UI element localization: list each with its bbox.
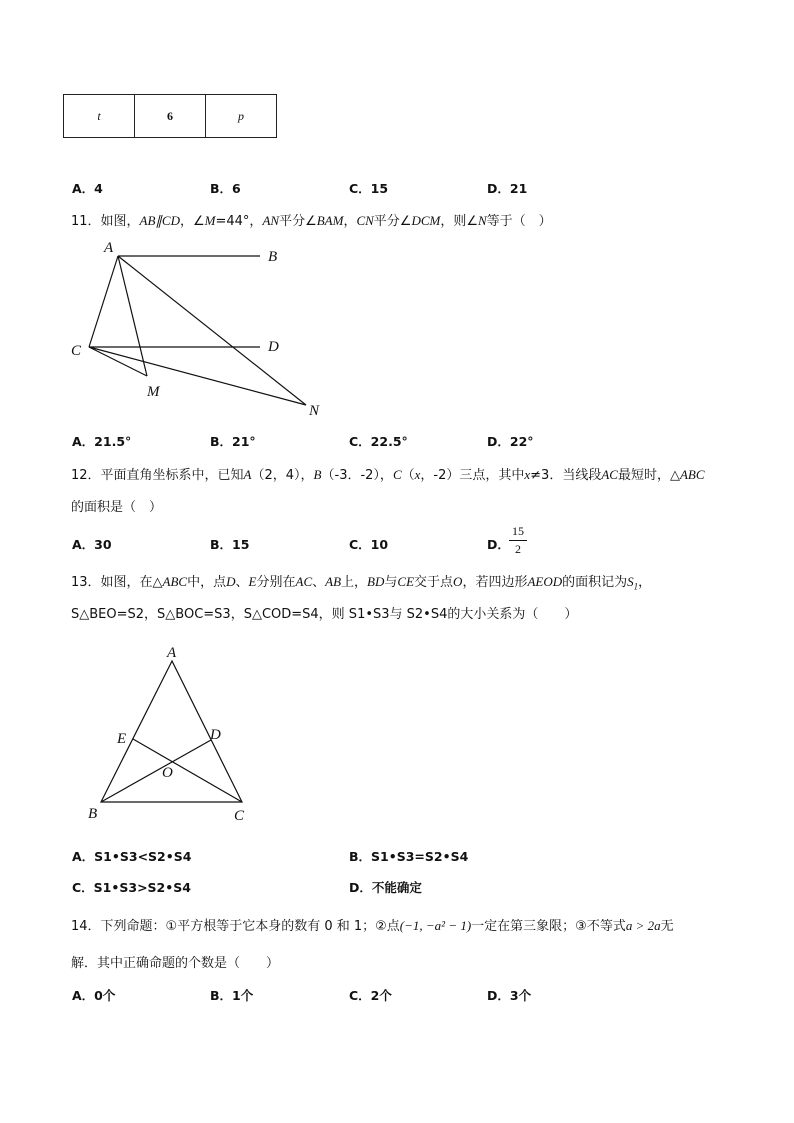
text: （ <box>401 468 415 483</box>
text: 13．如图，在△ <box>71 575 163 590</box>
text: ，若四边形 <box>462 575 528 590</box>
text: 交于点 <box>414 575 454 590</box>
text: 14．下列命题：①平方根等于它本身的数有 0 和 1；②点 <box>71 919 400 934</box>
math: AB∥CD <box>139 213 180 228</box>
text: 与 <box>384 575 398 590</box>
label-a: A <box>167 645 177 661</box>
math: AB <box>325 574 342 589</box>
math: C <box>392 467 402 482</box>
text: 一定在第三象限；③不等式 <box>471 919 626 934</box>
math: DCM <box>411 213 441 228</box>
label-n: N <box>309 403 320 419</box>
text: 无 <box>660 919 674 934</box>
text: 最短时，△ <box>617 468 680 483</box>
text: （2，4）， <box>251 468 314 483</box>
text: =44°， <box>215 214 263 229</box>
math: x <box>414 467 421 482</box>
math: a > 2a <box>625 918 661 933</box>
q12-stem-line1 <box>71 464 705 483</box>
math: O <box>453 574 463 589</box>
q10-option-c[interactable]: C．15 <box>349 181 389 196</box>
q13-option-a[interactable]: A．S1•S3<S2•S4 <box>72 849 192 864</box>
math: CN <box>356 213 374 228</box>
q14-option-d[interactable]: D．3个 <box>487 988 532 1003</box>
segment-bd <box>101 740 211 802</box>
q14-option-c[interactable]: C．2个 <box>349 988 392 1003</box>
text: 分别在 <box>256 575 296 590</box>
segment-ce <box>133 739 242 802</box>
text: 、 <box>312 575 326 590</box>
text: 平分∠ <box>373 214 412 229</box>
text: 的面积记为 <box>562 575 628 590</box>
q12-option-a[interactable]: A．30 <box>72 537 112 552</box>
text: ，则∠ <box>440 214 478 229</box>
fraction-bar <box>509 540 527 541</box>
q14-stem-line2: 解．其中正确命题的个数是（ ） <box>71 956 280 971</box>
label-c: C <box>71 343 82 359</box>
math: (−1, −a² − 1) <box>399 918 472 933</box>
q11-stem <box>71 210 552 229</box>
q13-stem-line2: S△BEO=S2，S△BOC=S3，S△COD=S4，则 S1•S3与 S2•S4的大小关系为（ ） <box>71 607 578 622</box>
table-cell: t <box>64 95 135 138</box>
label-d: D <box>268 339 279 355</box>
q10-option-d[interactable]: D．21 <box>487 181 528 196</box>
math: AEOD <box>527 574 563 589</box>
q12-option-b[interactable]: B．15 <box>210 537 250 552</box>
math: AC <box>601 467 618 482</box>
math: AC <box>295 574 313 589</box>
math: ABC <box>679 467 705 482</box>
q13-option-b[interactable]: B．S1•S3=S2•S4 <box>349 849 469 864</box>
q11-figure <box>60 235 340 425</box>
q13-stem-line1 <box>71 571 651 592</box>
q12-option-d-fraction <box>509 524 527 557</box>
q11-option-a[interactable]: A．21.5° <box>72 434 132 449</box>
segment-ac <box>89 256 118 347</box>
text: 中，点 <box>187 575 227 590</box>
math: A <box>243 467 252 482</box>
text: ，∠ <box>180 214 205 229</box>
q11-option-c[interactable]: C．22.5° <box>349 434 408 449</box>
fraction-numerator: 15 <box>512 524 524 538</box>
q13-figure <box>80 640 260 830</box>
segment-cm <box>89 347 147 376</box>
q14-option-a[interactable]: A．0个 <box>72 988 116 1003</box>
segment-am <box>118 256 147 376</box>
text: 平分∠ <box>279 214 317 229</box>
label-m: M <box>147 384 160 400</box>
math: CE <box>397 574 415 589</box>
math: x <box>524 467 531 482</box>
q14-stem-line1 <box>71 915 674 934</box>
text: 11．如图， <box>71 214 140 229</box>
fraction-denominator: 2 <box>515 542 521 556</box>
q12-option-c[interactable]: C．10 <box>349 537 389 552</box>
q12-stem-line2: 的面积是（ ） <box>71 500 163 515</box>
math-subscript: 1 <box>633 581 639 592</box>
text: ， <box>343 214 357 229</box>
q10-option-b[interactable]: B．6 <box>210 181 241 196</box>
label-o: O <box>162 765 173 781</box>
math: BAM <box>316 213 344 228</box>
label-a: A <box>104 240 114 256</box>
label-e: E <box>117 731 127 747</box>
math: BD <box>367 574 385 589</box>
math: B <box>313 467 322 482</box>
text: 、 <box>235 575 249 590</box>
math: AN <box>262 213 280 228</box>
table-cell: 6 <box>135 95 206 138</box>
math: N <box>478 213 487 228</box>
text: 12．平面直角坐标系中，已知 <box>71 468 244 483</box>
math: M <box>204 213 216 228</box>
text: ≠3．当线段 <box>530 468 602 483</box>
math: ABC <box>162 574 188 589</box>
q13-option-c[interactable]: C．S1•S3>S2•S4 <box>72 880 191 895</box>
math: E <box>248 574 257 589</box>
text: ，-2）三点，其中 <box>420 468 525 483</box>
q13-option-d[interactable]: D．不能确定 <box>349 880 422 895</box>
math: S <box>627 574 634 589</box>
table-cell: p <box>206 95 277 138</box>
label-c: C <box>234 808 245 824</box>
q11-option-b[interactable]: B．21° <box>210 434 256 449</box>
label-d: D <box>210 727 221 743</box>
q14-option-b[interactable]: B．1个 <box>210 988 254 1003</box>
label-b: B <box>88 806 98 822</box>
math: D <box>226 574 236 589</box>
q12-option-d[interactable]: D． <box>487 537 510 552</box>
text: ， <box>638 575 652 590</box>
segment-cn <box>89 347 306 405</box>
q10-option-a[interactable]: A．4 <box>72 181 103 196</box>
text: （-3．-2）， <box>321 468 393 483</box>
q11-option-d[interactable]: D．22° <box>487 434 534 449</box>
value-table <box>63 94 277 138</box>
text: 等于（ ） <box>486 214 552 229</box>
segment-an <box>118 256 306 405</box>
label-b: B <box>268 249 278 265</box>
text: 上， <box>341 575 368 590</box>
